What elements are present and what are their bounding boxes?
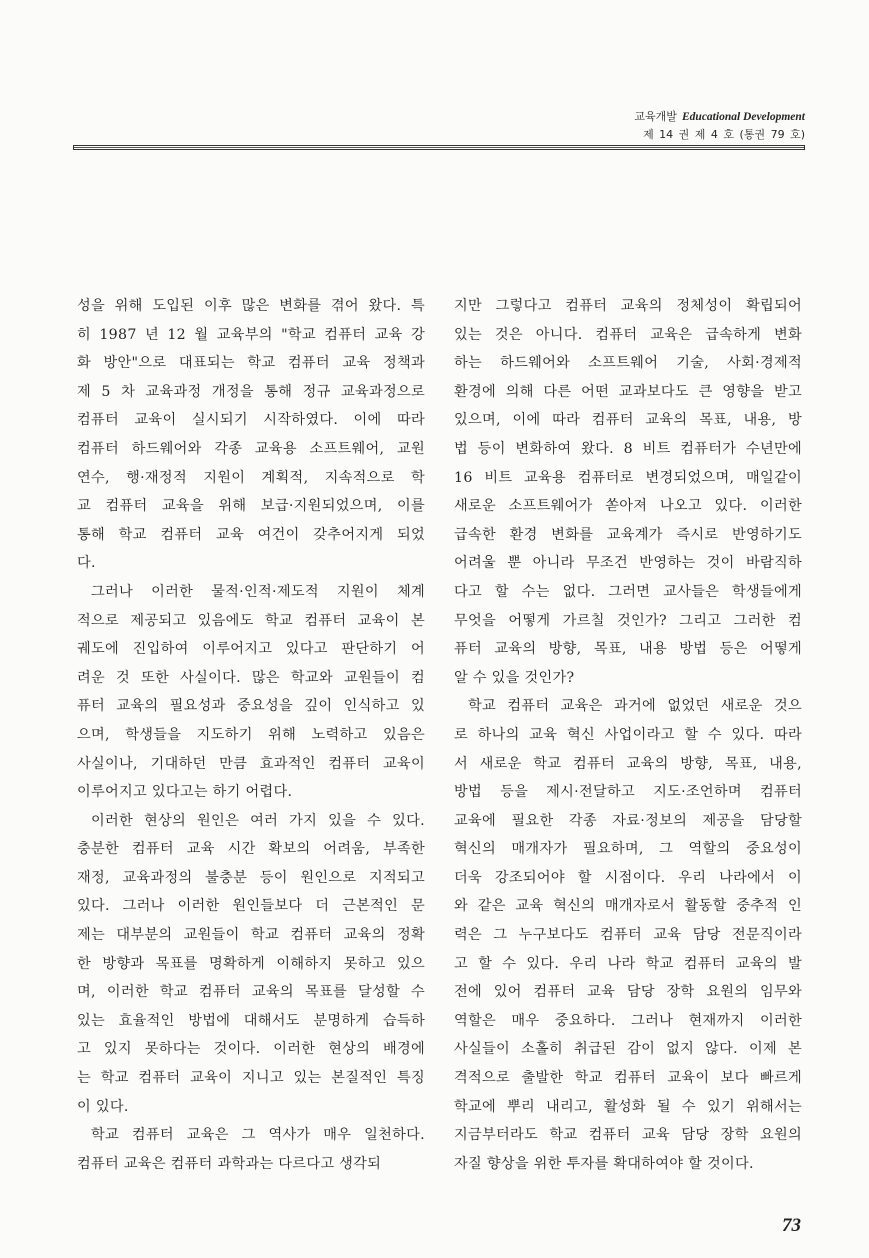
right-column-line: 더욱 강조되어야 할 시점이다. 우리 나라에서 이 (454, 869, 802, 886)
left-column-line: 학교 컴퓨터 교육은 그 역사가 매우 일천하다. (91, 1127, 425, 1144)
right-column-line: 학교 컴퓨터 교육은 과거에 없었던 새로운 것으 (468, 698, 802, 715)
right-column-line: 급속한 환경 변화를 교육계가 즉시로 반영하기도 (454, 526, 802, 543)
left-column-line: 있는 효율적인 방법에 대해서도 분명하게 습득하 (77, 1012, 425, 1029)
right-column-line: 환경에 의해 다른 어떤 교과보다도 큰 영향을 받고 (454, 383, 802, 400)
right-column (454, 292, 802, 1178)
right-column-line: 전에 있어 컴퓨터 교육 담당 장학 요원의 임무와 (454, 984, 802, 1001)
right-column-line: 자질 향상을 위한 투자를 확대하여야 할 것이다. (454, 1155, 754, 1172)
left-column-line: 제 5 차 교육과정 개정을 통해 정규 교육과정으로 (77, 383, 425, 400)
left-column-line: 히 1987 년 12 월 교육부의 "학교 컴퓨터 교육 강 (77, 326, 425, 343)
right-column-line: 있으며, 이에 따라 컴퓨터 교육의 목표, 내용, 방 (454, 412, 802, 429)
left-column-line: 퓨터 교육의 필요성과 중요성을 깊이 인식하고 있 (77, 698, 425, 715)
right-column-line: 지금부터라도 학교 컴퓨터 교육 담당 장학 요원의 (454, 1127, 802, 1144)
right-column-line: 학교에 뿌리 내리고, 활성화 될 수 있기 위해서는 (454, 1098, 802, 1115)
right-column-line: 다고 할 수는 없다. 그러면 교사들은 학생들에게 (454, 583, 802, 600)
left-column-line: 으며, 학생들을 지도하기 위해 노력하고 있음은 (77, 726, 425, 743)
right-column-line: 퓨터 교육의 방향, 목표, 내용 방법 등은 어떻게 (454, 641, 802, 658)
right-column-line: 법 등이 변화하여 왔다. 8 비트 컴퓨터가 수년만에 (454, 440, 802, 457)
page-number: 73 (782, 1215, 801, 1236)
right-column-line: 알 수 있을 것인가? (454, 669, 575, 686)
left-column-line: 성을 위해 도입된 이후 많은 변화를 겪어 왔다. 특 (77, 298, 425, 314)
left-column-line: 컴퓨터 교육이 실시되기 시작하였다. 이에 따라 (77, 412, 425, 429)
left-column-line: 한 방향과 목표를 명확하게 이해하지 못하고 있으 (77, 955, 425, 972)
left-column-line: 이루어지고 있다고는 하기 어렵다. (77, 784, 293, 801)
left-column-line: 는 학교 컴퓨터 교육이 지니고 있는 본질적인 특징 (77, 1070, 425, 1087)
left-column-line: 이러한 현상의 원인은 여러 가지 있을 수 있다. (91, 812, 425, 829)
left-column-line: 궤도에 진입하여 이루어지고 있다고 판단하기 어 (77, 641, 425, 658)
journal-title-korean: 교육개발 (634, 110, 677, 123)
left-column-line: 사실이나, 기대하던 만큼 효과적인 컴퓨터 교육이 (77, 755, 425, 772)
left-column-line: 화 방안"으로 대표되는 학교 컴퓨터 교육 정책과 (77, 355, 425, 372)
right-column-line: 역할은 매우 중요하다. 그러나 현재까지 이러한 (454, 1012, 802, 1029)
issue-info: 제 14 권 제 4 호 (통권 79 호) (643, 128, 805, 141)
left-column-line: 이 있다. (77, 1098, 129, 1115)
left-column-line: 재정, 교육과정의 불충분 등이 원인으로 지적되고 (77, 869, 425, 886)
right-column-line: 력은 그 누구보다도 컴퓨터 교육 담당 전문직이라 (454, 927, 802, 944)
left-column-line: 있다. 그러나 이러한 원인들보다 더 근본적인 문 (77, 898, 425, 915)
journal-title-english: Educational Development (682, 111, 805, 123)
right-column-line: 서 새로운 학교 컴퓨터 교육의 방향, 목표, 내용, (454, 755, 802, 772)
right-column-line: 방법 등을 제시·전달하고 지도·조언하며 컴퓨터 (454, 784, 802, 801)
right-column-line: 하는 하드웨어와 소프트웨어 기술, 사회·경제적 (454, 355, 802, 372)
right-column-line: 고 할 수 있다. 우리 나라 학교 컴퓨터 교육의 발 (454, 955, 802, 972)
left-column-line: 충분한 컴퓨터 교육 시간 확보의 어려움, 부족한 (77, 841, 425, 858)
right-column-line: 새로운 소프트웨어가 쏟아져 나오고 있다. 이러한 (454, 498, 802, 515)
right-column-line: 16 비트 교육용 컴퓨터로 변경되었으며, 매일같이 (454, 469, 802, 486)
left-column-line: 다. (77, 555, 96, 572)
right-column-line: 있는 것은 아니다. 컴퓨터 교육은 급속하게 변화 (454, 326, 802, 343)
header-rule (73, 145, 805, 150)
right-column-line: 혁신의 매개자가 필요하며, 그 역할의 중요성이 (454, 841, 802, 858)
right-column-line: 격적으로 출발한 학교 컴퓨터 교육이 보다 빠르게 (454, 1070, 802, 1087)
running-header (634, 106, 805, 143)
right-column-line: 무엇을 어떻게 가르칠 것인가? 그리고 그러한 컴 (454, 612, 802, 629)
left-column (77, 292, 425, 1178)
right-column-line: 어려울 뿐 아니라 무조건 반영하는 것이 바람직하 (454, 555, 802, 572)
left-column-line: 컴퓨터 교육은 컴퓨터 과학과는 다르다고 생각되 (77, 1155, 382, 1172)
right-column-line: 와 같은 교육 혁신의 매개자로서 활동할 중추적 인 (454, 898, 802, 915)
left-column-line: 연수, 행·재정적 지원이 계획적, 지속적으로 학 (77, 469, 425, 486)
right-column-line: 지만 그렇다고 컴퓨터 교육의 정체성이 확립되어 (454, 298, 802, 314)
left-column-line: 고 있지 못하다는 것이다. 이러한 현상의 배경에 (77, 1041, 425, 1058)
left-column-line: 통해 학교 컴퓨터 교육 여건이 갖추어지게 되었 (77, 526, 425, 543)
left-column-line: 교 컴퓨터 교육을 위해 보급·지원되었으며, 이를 (77, 498, 425, 515)
left-column-line: 며, 이러한 학교 컴퓨터 교육의 목표를 달성할 수 (77, 984, 425, 1001)
left-column-line: 제는 대부분의 교원들이 학교 컴퓨터 교육의 정확 (77, 927, 425, 944)
right-column-line: 로 하나의 교육 혁신 사업이라고 할 수 있다. 따라 (454, 726, 802, 743)
left-column-line: 적으로 제공되고 있음에도 학교 컴퓨터 교육이 본 (77, 612, 425, 629)
left-column-line: 그러나 이러한 물적·인적·제도적 지원이 체계 (91, 583, 425, 600)
right-column-line: 교육에 필요한 각종 자료·정보의 제공을 담당할 (454, 812, 802, 829)
left-column-line: 려운 것 또한 사실이다. 많은 학교와 교원들이 컴 (77, 669, 425, 686)
right-column-line: 사실들이 소홀히 취급된 감이 없지 않다. 이제 본 (454, 1041, 802, 1058)
left-column-line: 컴퓨터 하드웨어와 각종 교육용 소프트웨어, 교원 (77, 440, 425, 457)
